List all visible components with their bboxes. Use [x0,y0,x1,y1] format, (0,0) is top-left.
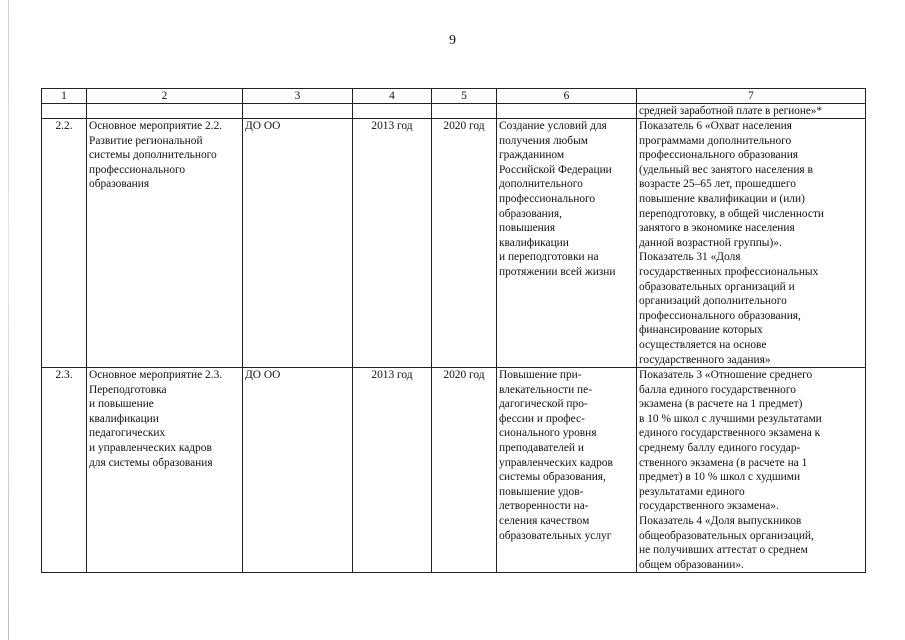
end-year: 2020 год [432,368,497,573]
row-number: 2.2. [42,119,87,368]
executor: ДО ОО [243,119,353,368]
executor: ДО ОО [243,368,353,573]
header-col-3: 3 [243,89,353,104]
continuation-empty-cell [87,104,243,119]
start-year: 2013 год [353,368,432,573]
start-year: 2013 год [353,119,432,368]
indicators: Показатель 3 «Отношение среднего балла единого государственного экзамена (в расчете на 1 предмет) в 10 % школ с лучшими результатами единого государственного экзамена к среднему баллу единого государ- ственного экзамена (в расчете на 1 предмет) в 10 % школ с худшими результатами единого государственного экзамена». Показатель 4 «Доля выпускников общеобразовательных организаций, не получивших аттестат о среднем общем образовании». [637,368,866,573]
row-number: 2.3. [42,368,87,573]
continuation-empty-cell [497,104,637,119]
continuation-empty-cell [42,104,87,119]
expected-result: Повышение при- влекательности пе- дагогической про- фессии и профес- сионального уровня преподавателей и управленческих кадров системы образования, повышение удов- летворенности на- селения качеством образовательных услуг [497,368,637,573]
continuation-empty-cell [432,104,497,119]
header-col-7: 7 [637,89,866,104]
header-row [42,89,866,104]
end-year: 2020 год [432,119,497,368]
program-table [41,88,866,573]
table-row [42,119,866,368]
header-col-6: 6 [497,89,637,104]
header-col-4: 4 [353,89,432,104]
table-row [42,368,866,573]
scan-edge-line [8,0,9,640]
expected-result: Создание условий для получения любым гражданином Российской Федерации дополнительного профессионального образования, повышения квалификации и переподготовки на протяжении всей жизни [497,119,637,368]
continuation-row [42,104,866,119]
page-number: 9 [449,33,456,48]
continuation-empty-cell [243,104,353,119]
measure-name: Основное мероприятие 2.2. Развитие региональной системы дополнительного профессионального образования [87,119,243,368]
continuation-empty-cell [353,104,432,119]
header-col-5: 5 [432,89,497,104]
continuation-indicator-text: средней заработной плате в регионе»* [637,104,866,119]
measure-name: Основное мероприятие 2.3. Переподготовка и повышение квалификации педагогических и управленческих кадров для системы образования [87,368,243,573]
indicators: Показатель 6 «Охват населения программами дополнительного профессионального образования (удельный вес занятого населения в возрасте 25–65 лет, прошедшего повышение квалификации и (или) переподготовку, в общей численности занятого в экономике населения данной возрастной группы)». Показатель 31 «Доля государственных профессиональных образовательных организаций и организаций дополнительного профессионального образования, финансирование которых осуществляется на основе государственного задания» [637,119,866,368]
header-col-2: 2 [87,89,243,104]
header-col-1: 1 [42,89,87,104]
